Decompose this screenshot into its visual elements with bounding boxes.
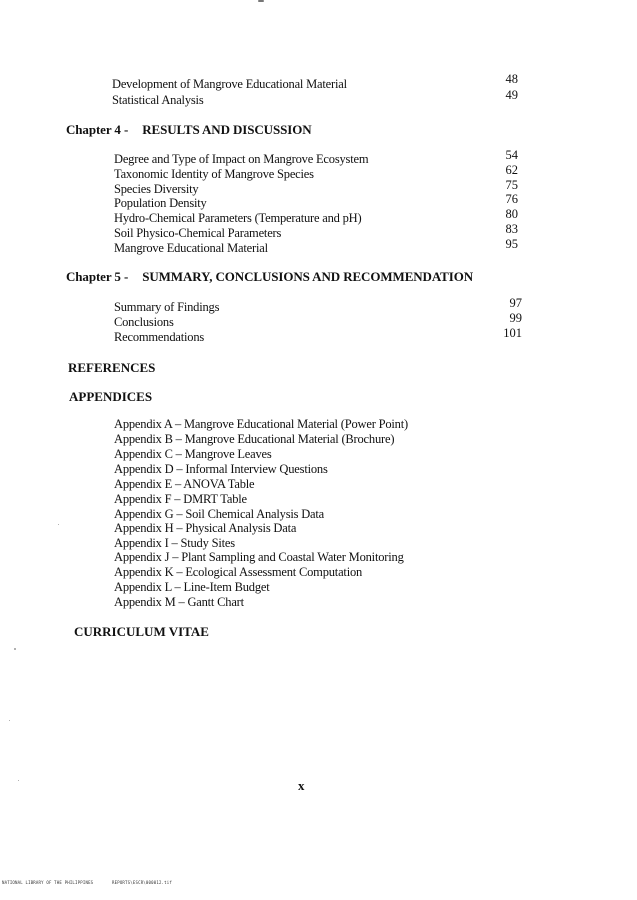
toc-page-number: 97 (509, 296, 522, 310)
toc-entry: Population Density (114, 196, 207, 210)
scan-speck (18, 780, 19, 781)
scan-speck (14, 648, 16, 650)
toc-entry: Hydro-Chemical Parameters (Temperature and pH) (114, 211, 362, 225)
appendix-entry: Appendix L – Line-Item Budget (114, 580, 270, 594)
appendix-entry: Appendix I – Study Sites (114, 536, 235, 550)
scan-speck (9, 720, 10, 721)
toc-entry: Development of Mangrove Educational Material (112, 77, 347, 91)
chapter-5-title: SUMMARY, CONCLUSIONS AND RECOMMENDATION (142, 269, 473, 284)
scan-footer-right: REPORTS\ESCR\000012.tif (112, 880, 172, 885)
toc-entry: Summary of Findings (114, 300, 220, 314)
appendix-entry: Appendix K – Ecological Assessment Computation (114, 565, 363, 579)
toc-entry: Soil Physico-Chemical Parameters (114, 226, 282, 240)
page-number: x (298, 778, 305, 793)
chapter-5-label: Chapter 5 - (66, 269, 129, 284)
toc-page-number: 75 (505, 178, 518, 192)
scan-speck (58, 524, 59, 525)
scan-footer-left: NATIONAL LIBRARY OF THE PHILIPPINES (2, 880, 94, 885)
toc-page-number: 76 (505, 192, 518, 206)
toc-page-number: 99 (509, 311, 522, 325)
appendices-heading: APPENDICES (69, 389, 153, 404)
appendix-entry: Appendix J – Plant Sampling and Coastal Water Monitoring (114, 550, 404, 564)
toc-entry: Taxonomic Identity of Mangrove Species (114, 167, 314, 181)
toc-entry: Species Diversity (114, 182, 199, 196)
curriculum-vitae-heading: CURRICULUM VITAE (74, 624, 209, 639)
toc-page-number: 62 (505, 163, 518, 177)
toc-page-number: 54 (505, 148, 518, 162)
toc-page-number: 101 (503, 326, 522, 340)
appendix-entry: Appendix G – Soil Chemical Analysis Data (114, 507, 325, 521)
appendix-entry: Appendix E – ANOVA Table (114, 477, 255, 491)
toc-page-number: 95 (505, 237, 518, 251)
appendix-entry: Appendix C – Mangrove Leaves (114, 447, 272, 461)
toc-entry: Mangrove Educational Material (114, 241, 268, 255)
toc-entry: Degree and Type of Impact on Mangrove Ecosystem (114, 152, 369, 166)
references-heading: REFERENCES (68, 360, 156, 375)
appendix-entry: Appendix B – Mangrove Educational Material (Brochure) (114, 432, 395, 446)
toc-page-number: 80 (505, 207, 518, 221)
chapter-4-heading (66, 122, 312, 138)
appendix-entry: Appendix H – Physical Analysis Data (114, 521, 297, 535)
appendix-entry: Appendix M – Gantt Chart (114, 595, 244, 609)
toc-entry: Conclusions (114, 315, 174, 329)
appendix-entry: Appendix A – Mangrove Educational Material (Power Point) (114, 417, 408, 431)
chapter-4-title: RESULTS AND DISCUSSION (142, 122, 312, 137)
toc-entry: Recommendations (114, 330, 205, 344)
toc-page-number: 48 (505, 72, 518, 86)
toc-entry: Statistical Analysis (112, 93, 204, 107)
chapter-5-heading (66, 269, 473, 285)
scan-speck (258, 0, 264, 2)
appendix-entry: Appendix D – Informal Interview Questions (114, 462, 328, 476)
appendix-entry: Appendix F – DMRT Table (114, 492, 247, 506)
toc-page-number: 83 (505, 222, 518, 236)
chapter-4-label: Chapter 4 - (66, 122, 129, 137)
toc-page-number: 49 (505, 88, 518, 102)
